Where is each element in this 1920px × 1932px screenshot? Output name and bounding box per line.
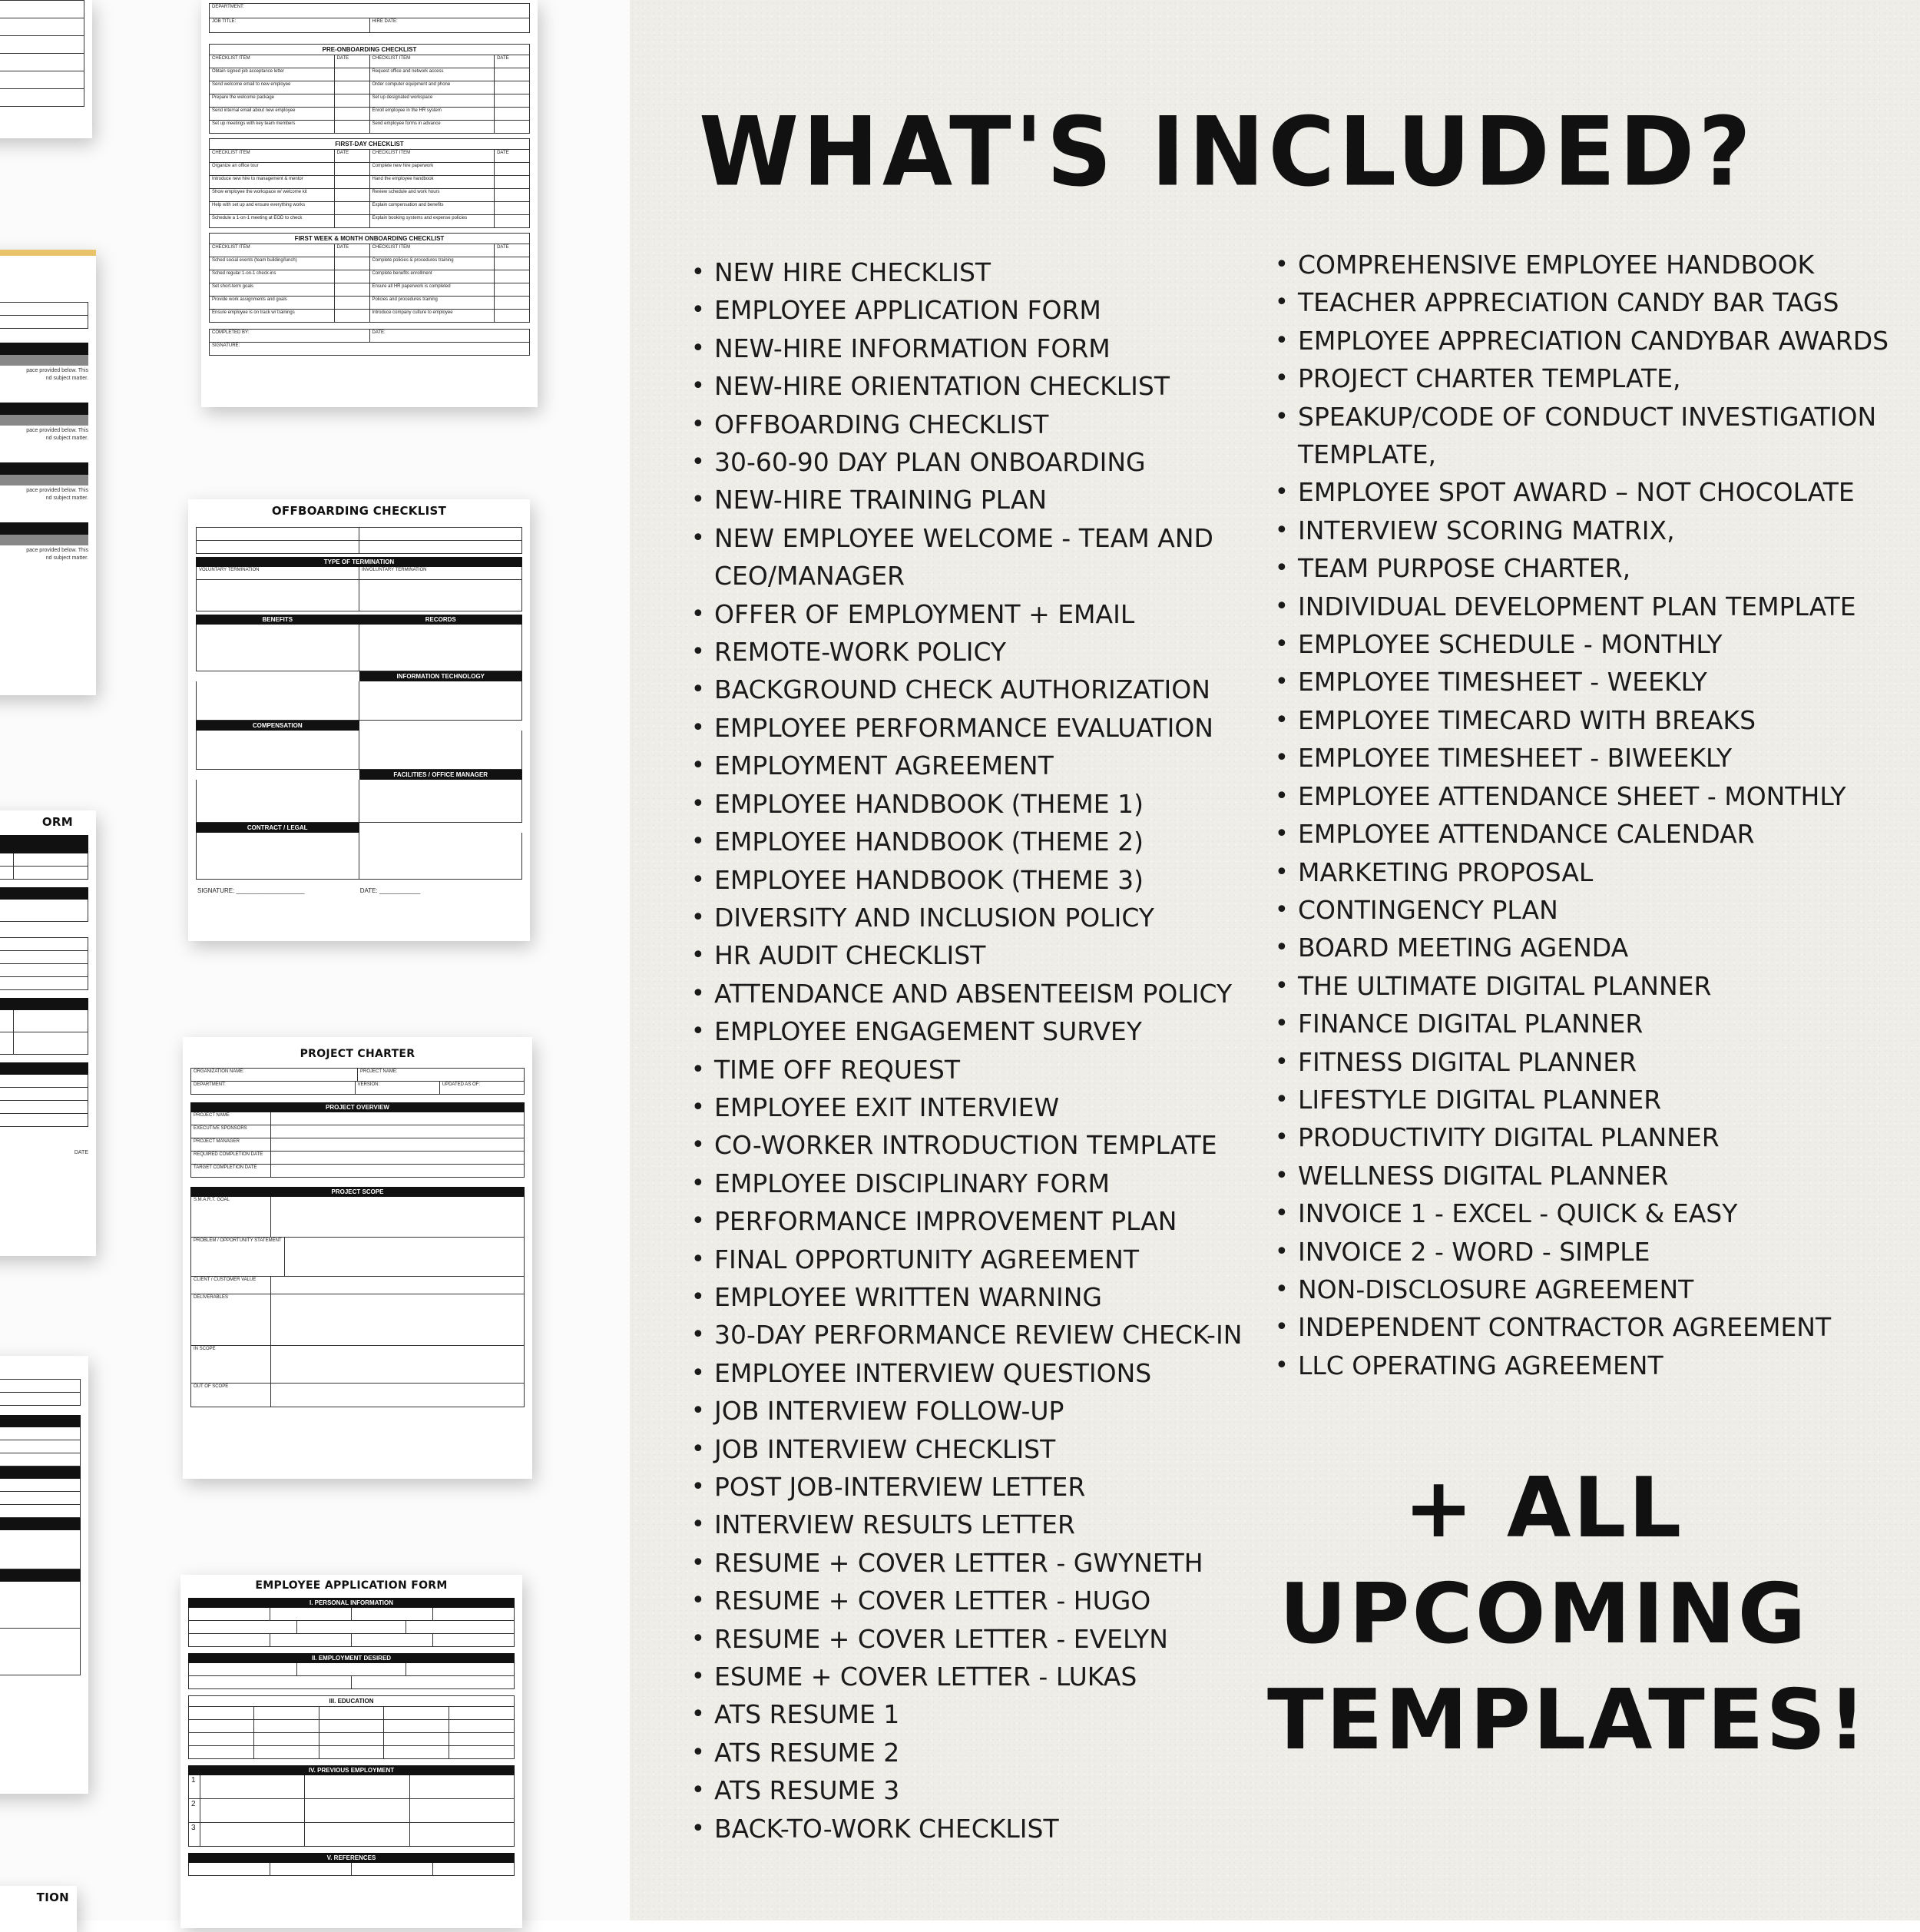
list-item: • JOB INTERVIEW CHECKLIST xyxy=(691,1430,1242,1468)
list-item: • LLC OPERATING AGREEMENT xyxy=(1275,1347,1889,1384)
list-item: • NEW-HIRE TRAINING PLAN xyxy=(691,481,1242,519)
list-item: • NEW EMPLOYEE WELCOME - TEAM AND xyxy=(691,519,1242,557)
list-item: • POST JOB-INTERVIEW LETTER xyxy=(691,1468,1242,1506)
list-item: • EMPLOYEE PERFORMANCE EVALUATION xyxy=(691,709,1242,747)
offboarding-checklist-preview: OFFBOARDING CHECKLIST TYPE OF TERMINATION VOLUNTARY TERMINATION INVOLUNTARY TERMINATION BENEFITS RECORDS INFORMATION TECHNOLOGY COMPENSATION FACILITIES / OFFICE MANAGER CONTRACT / LEGAL SIGNATURE: ____________________ DATE: ____________ xyxy=(188,499,530,941)
list-item: • ATTENDANCE AND ABSENTEEISM POLICY xyxy=(691,975,1242,1012)
list-item: • COMPREHENSIVE EMPLOYEE HANDBOOK xyxy=(1275,246,1889,283)
list-item: • NEW-HIRE ORIENTATION CHECKLIST xyxy=(691,367,1242,405)
list-item: • TIME OFF REQUEST xyxy=(691,1051,1242,1089)
list-item: • ATS RESUME 3 xyxy=(691,1771,1242,1809)
list-item: • PERFORMANCE IMPROVEMENT PLAN xyxy=(691,1202,1242,1240)
list-item: • INTERVIEW SCORING MATRIX, xyxy=(1275,512,1889,549)
list-item: • EMPLOYEE TIMESHEET - WEEKLY xyxy=(1275,663,1889,701)
list-item: • EMPLOYMENT AGREEMENT xyxy=(691,747,1242,784)
list-item: • EMPLOYEE ATTENDANCE SHEET - MONTHLY xyxy=(1275,777,1889,815)
partial-document-left-4 xyxy=(0,1356,88,1794)
list-item: • EMPLOYEE HANDBOOK (THEME 2) xyxy=(691,823,1242,860)
list-item: • INDEPENDENT CONTRACTOR AGREEMENT xyxy=(1275,1308,1889,1346)
list-item: • MARKETING PROPOSAL xyxy=(1275,853,1889,891)
template-previews-panel xyxy=(0,0,630,1920)
list-item: • ATS RESUME 1 xyxy=(691,1695,1242,1733)
list-item: • JOB INTERVIEW FOLLOW-UP xyxy=(691,1392,1242,1430)
list-item: • EMPLOYEE DISCIPLINARY FORM xyxy=(691,1165,1242,1202)
list-item: • ATS RESUME 2 xyxy=(691,1734,1242,1771)
offboarding-title: OFFBOARDING CHECKLIST xyxy=(271,504,447,518)
list-item: • TEACHER APPRECIATION CANDY BAR TAGS xyxy=(1275,283,1889,321)
list-item: • INVOICE 1 - EXCEL - QUICK & EASY xyxy=(1275,1195,1889,1232)
partial-document-bottom-left: TION xyxy=(0,1886,77,1932)
list-item: • EMPLOYEE INTERVIEW QUESTIONS xyxy=(691,1354,1242,1392)
list-item: • EMPLOYEE SPOT AWARD – NOT CHOCOLATE xyxy=(1275,473,1889,511)
list-item: • EMPLOYEE ENGAGEMENT SURVEY xyxy=(691,1012,1242,1050)
list-item: • INVOICE 2 - WORD - SIMPLE xyxy=(1275,1233,1889,1271)
list-item: • TEAM PURPOSE CHARTER, xyxy=(1275,549,1889,587)
list-item: • EMPLOYEE TIMECARD WITH BREAKS xyxy=(1275,701,1889,739)
list-item: • HR AUDIT CHECKLIST xyxy=(691,936,1242,974)
upcoming-line-1: + ALL xyxy=(1403,1460,1684,1556)
list-item: • INTERVIEW RESULTS LETTER xyxy=(691,1506,1242,1543)
list-item: • RESUME + COVER LETTER - GWYNETH xyxy=(691,1544,1242,1582)
list-item: • NON-DISCLOSURE AGREEMENT xyxy=(1275,1271,1889,1308)
upcoming-templates-callout xyxy=(1267,1456,1869,1774)
upcoming-line-2: UPCOMING xyxy=(1279,1566,1809,1662)
list-item: • OFFER OF EMPLOYMENT + EMAIL xyxy=(691,595,1242,633)
list-item: • NEW HIRE CHECKLIST xyxy=(691,254,1242,291)
list-item: • NEW-HIRE INFORMATION FORM xyxy=(691,330,1242,367)
list-item: • EMPLOYEE HANDBOOK (THEME 1) xyxy=(691,785,1242,823)
list-item: • DIVERSITY AND INCLUSION POLICY xyxy=(691,899,1242,936)
partial-document-left-2: pace provided below. This nd subject matter. pace provided below. This nd subject matter. pace provided below. This nd subject matter. pace provided below. This nd subject matter. xyxy=(0,250,96,695)
list-item: • WELLNESS DIGITAL PLANNER xyxy=(1275,1157,1889,1195)
project-charter-title: PROJECT CHARTER xyxy=(300,1048,415,1060)
list-item: • LIFESTYLE DIGITAL PLANNER xyxy=(1275,1081,1889,1118)
included-list-column-2 xyxy=(1275,246,1889,1384)
list-item: • PROJECT CHARTER TEMPLATE, xyxy=(1275,360,1889,397)
list-item: • INDIVIDUAL DEVELOPMENT PLAN TEMPLATE xyxy=(1275,588,1889,625)
list-item: • EMPLOYEE WRITTEN WARNING xyxy=(691,1278,1242,1316)
list-item: • EMPLOYEE HANDBOOK (THEME 3) xyxy=(691,861,1242,899)
list-item: • 30-60-90 DAY PLAN ONBOARDING xyxy=(691,443,1242,481)
list-item: • EMPLOYEE APPRECIATION CANDYBAR AWARDS xyxy=(1275,322,1889,360)
included-list-column-1 xyxy=(691,254,1242,1847)
list-item-continuation: TEMPLATE, xyxy=(1298,439,1437,470)
upcoming-line-3: TEMPLATES! xyxy=(1267,1672,1869,1768)
list-item: • 30-DAY PERFORMANCE REVIEW CHECK-IN xyxy=(691,1316,1242,1354)
list-item: • SPEAKUP/CODE OF CONDUCT INVESTIGATION xyxy=(1275,398,1889,436)
list-item: • CONTINGENCY PLAN xyxy=(1275,891,1889,929)
list-item: • BOARD MEETING AGENDA xyxy=(1275,929,1889,966)
list-item: • FITNESS DIGITAL PLANNER xyxy=(1275,1043,1889,1081)
employee-application-preview: EMPLOYEE APPLICATION FORM I. PERSONAL INFORMATION II. EMPLOYMENT DESIRED III. EDUCATION IV. PREVIOUS EMPLOYMENT 1 2 3 V. REFERENCES xyxy=(180,1575,522,1928)
list-item: • EMPLOYEE EXIT INTERVIEW xyxy=(691,1089,1242,1126)
list-item: • BACK-TO-WORK CHECKLIST xyxy=(691,1810,1242,1847)
list-item: • EMPLOYEE APPLICATION FORM xyxy=(691,291,1242,329)
list-item: • BACKGROUND CHECK AUTHORIZATION xyxy=(691,671,1242,708)
list-item: • OFFBOARDING CHECKLIST xyxy=(691,406,1242,443)
list-item: • PRODUCTIVITY DIGITAL PLANNER xyxy=(1275,1118,1889,1156)
list-item: • CO-WORKER INTRODUCTION TEMPLATE xyxy=(691,1126,1242,1164)
list-item: • EMPLOYEE SCHEDULE - MONTHLY xyxy=(1275,625,1889,663)
list-item: • RESUME + COVER LETTER - EVELYN xyxy=(691,1620,1242,1658)
list-item: • REMOTE-WORK POLICY xyxy=(691,633,1242,671)
partial-document-top-left xyxy=(0,0,92,138)
list-item: • EMPLOYEE ATTENDANCE CALENDAR xyxy=(1275,815,1889,853)
list-item: • RESUME + COVER LETTER - HUGO xyxy=(691,1582,1242,1619)
list-item: • FINANCE DIGITAL PLANNER xyxy=(1275,1005,1889,1042)
list-item: • ESUME + COVER LETTER - LUKAS xyxy=(691,1658,1242,1695)
application-title: EMPLOYEE APPLICATION FORM xyxy=(255,1579,448,1592)
list-item: • THE ULTIMATE DIGITAL PLANNER xyxy=(1275,967,1889,1005)
list-item: • EMPLOYEE TIMESHEET - BIWEEKLY xyxy=(1275,739,1889,777)
partial-document-left-3: ORM DATE xyxy=(0,810,96,1256)
page-title: WHAT'S INCLUDED? xyxy=(699,96,1755,207)
list-item-continuation: CEO/MANAGER xyxy=(714,561,905,592)
list-item: • FINAL OPPORTUNITY AGREEMENT xyxy=(691,1241,1242,1278)
project-charter-preview: PROJECT CHARTER ORGANIZATION NAME: PROJECT NAME: DEPARTMENT: VERSION: UPDATED AS OF: PROJECT OVERVIEW PROJECT NAME EXECUTIVE SPONSORS PROJECT MANAGER REQUIRED COMPLETION DATE TARGET COMPLETION DATE PROJECT SCOPE S.M.A.R.T. GOAL PROBLEM / OPPORTUNITY STATEMENT CLIENT / CUSTOMER VALUE DELIVERABLES IN SCOPE OUT OF SCOPE xyxy=(183,1037,532,1479)
onboarding-checklist-preview: DEPARTMENT: JOB TITLE: HIRE DATE: PRE-ONBOARDING CHECKLIST CHECKLIST ITEM DATE CHECKLIST ITEM DATE Obtain signed job acceptance letter Request office and network access Send welcome email to new employee Order computer equipment and phone Prepare the welcome package Set up designated workspace Send internal email about new employee Enroll employee in the HR system Set up meetings with key team members Send employee forms in advance FIRST-DAY CHECKLIST CHECKLIST ITEM DATE CHECKLIST ITEM DATE Organize an office tour Complete new hire paperwork Introduce new hire to management & mentor Hand the employee handbook Show employee the workspace w/ welcome kit Review schedule and work hours Help with set up and ensure everything works Explain compensation and benefits Schedule a 1-on-1 meeting at EOD to check Explain booking systems and expense policies FIRST WEEK & MONTH ONBOARDING CHECKLIST CHECKLIST ITEM DATE CHECKLIST ITEM DATE Sched social events (team building/lunch) Complete policies & procedures training Sched regular 1-on-1 check-ins Complete benefits enrollment Set short-term goals Ensure all HR paperwork is completed Provide work assignments and goals Policies and procedures training Ensure employee is on track w/ trainings Introduce company culture to employee COMPLETED BY: DATE: SIGNATURE: xyxy=(201,0,538,407)
